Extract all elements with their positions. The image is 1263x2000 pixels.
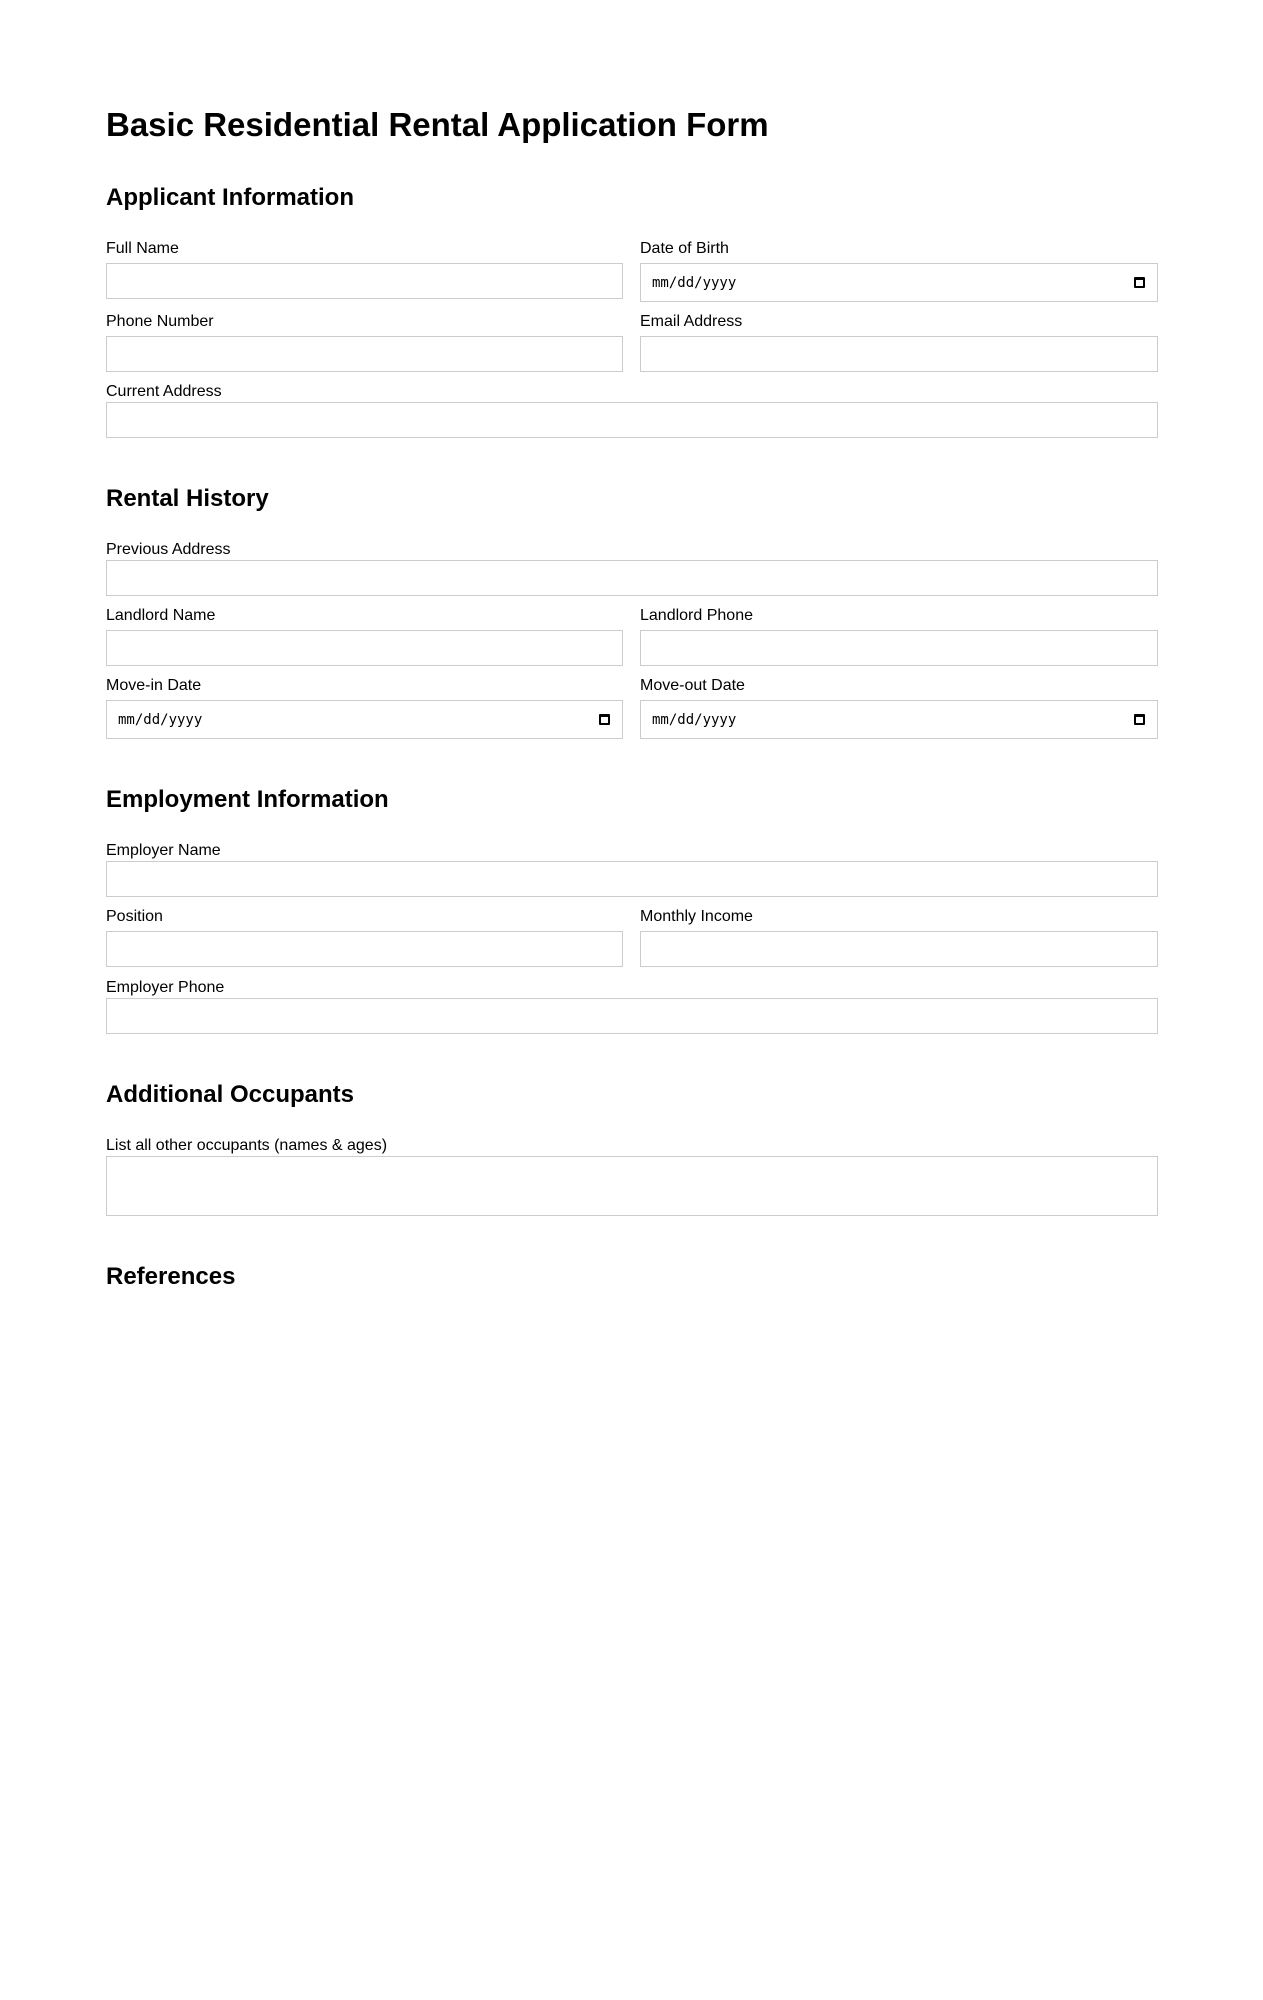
monthly-income-input[interactable] bbox=[640, 931, 1158, 967]
occupants-label: List all other occupants (names & ages) bbox=[106, 1137, 388, 1154]
employer-phone-label: Employer Phone bbox=[106, 979, 225, 996]
landlord-phone-label: Landlord Phone bbox=[640, 607, 753, 624]
dob-input[interactable] bbox=[640, 263, 1158, 302]
occupants-textarea[interactable] bbox=[106, 1156, 1158, 1216]
move-in-placeholder: mm/dd/yyyy bbox=[118, 711, 203, 728]
move-out-input[interactable] bbox=[640, 700, 1158, 739]
monthly-income-label: Monthly Income bbox=[640, 908, 753, 925]
employer-name-input[interactable] bbox=[106, 861, 1158, 897]
current-address-label: Current Address bbox=[106, 383, 222, 400]
landlord-phone-input[interactable] bbox=[640, 630, 1158, 666]
section-heading-occupants: Additional Occupants bbox=[106, 1081, 355, 1108]
dob-label: Date of Birth bbox=[640, 240, 729, 257]
section-heading-employment: Employment Information bbox=[106, 786, 389, 813]
calendar-icon[interactable] bbox=[1134, 277, 1145, 288]
position-input[interactable] bbox=[106, 931, 623, 967]
section-heading-references: References bbox=[106, 1263, 236, 1290]
move-out-label: Move-out Date bbox=[640, 677, 745, 694]
landlord-name-label: Landlord Name bbox=[106, 607, 216, 624]
employer-name-label: Employer Name bbox=[106, 842, 221, 859]
phone-label: Phone Number bbox=[106, 313, 214, 330]
previous-address-input[interactable] bbox=[106, 560, 1158, 596]
email-input[interactable] bbox=[640, 336, 1158, 372]
email-label: Email Address bbox=[640, 313, 743, 330]
employer-phone-input[interactable] bbox=[106, 998, 1158, 1034]
full-name-input[interactable] bbox=[106, 263, 623, 299]
page-title: Basic Residential Rental Application Form bbox=[106, 106, 769, 143]
move-out-placeholder: mm/dd/yyyy bbox=[652, 711, 737, 728]
position-label: Position bbox=[106, 908, 163, 925]
section-heading-rental: Rental History bbox=[106, 485, 269, 512]
previous-address-label: Previous Address bbox=[106, 541, 231, 558]
calendar-icon[interactable] bbox=[599, 714, 610, 725]
phone-input[interactable] bbox=[106, 336, 623, 372]
calendar-icon[interactable] bbox=[1134, 714, 1145, 725]
current-address-input[interactable] bbox=[106, 402, 1158, 438]
landlord-name-input[interactable] bbox=[106, 630, 623, 666]
full-name-label: Full Name bbox=[106, 240, 179, 257]
dob-placeholder: mm/dd/yyyy bbox=[652, 274, 737, 291]
move-in-label: Move-in Date bbox=[106, 677, 202, 694]
move-in-input[interactable] bbox=[106, 700, 623, 739]
section-heading-applicant: Applicant Information bbox=[106, 184, 354, 211]
